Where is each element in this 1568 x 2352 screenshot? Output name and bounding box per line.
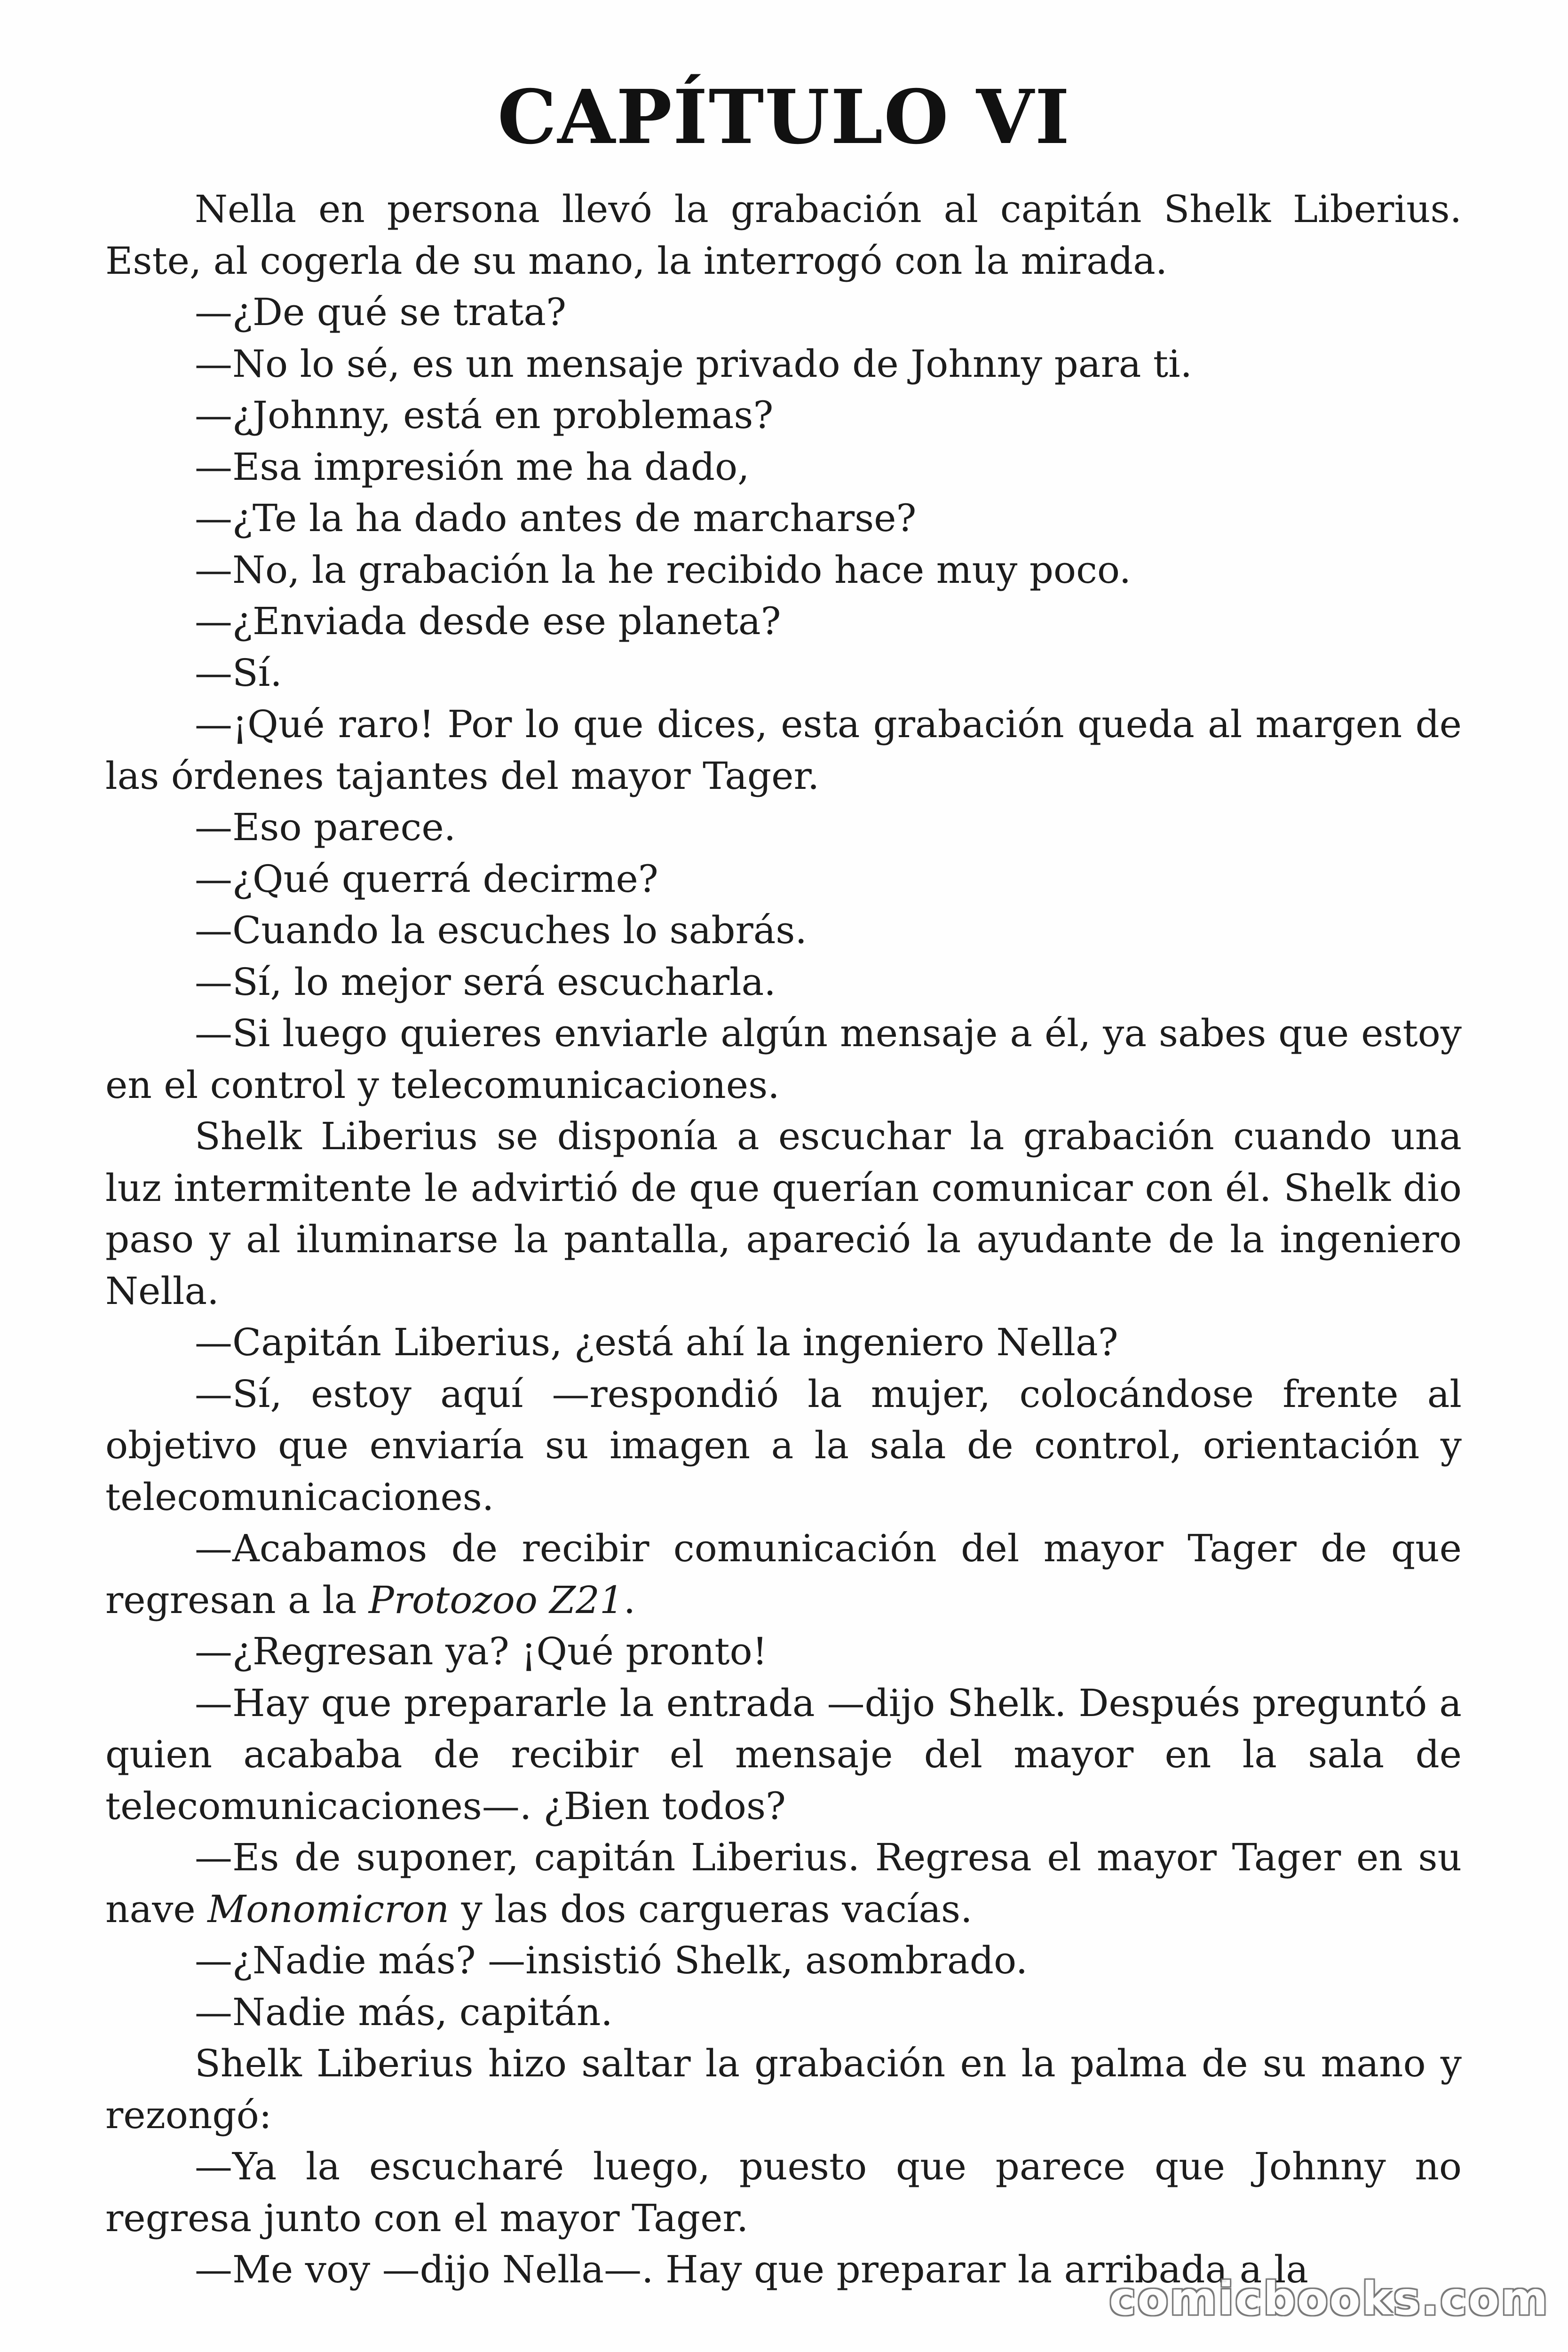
- watermark-logo: comicbooks.com: [1109, 2273, 1549, 2325]
- paragraph: Nella en persona llevó la grabación al capitán Shelk Liberius. Este, al cogerla de su mano, la interrogó con la mirada.: [105, 187, 1462, 283]
- paragraph: —Si luego quieres enviarle algún mensaje a él, ya sabes que estoy en el control y telecomunicaciones.: [105, 1011, 1462, 1107]
- paragraph-text: .: [623, 1578, 636, 1622]
- paragraph: —Capitán Liberius, ¿está ahí la ingeniero Nella?: [195, 1320, 1118, 1364]
- paragraph: —¿Regresan ya? ¡Qué pronto!: [195, 1629, 768, 1673]
- paragraph: Shelk Liberius hizo saltar la grabación en la palma de su mano y rezongó:: [105, 2042, 1462, 2137]
- paragraph: —¿De qué se trata?: [195, 290, 566, 334]
- paragraph: [105, 1523, 1462, 1626]
- paragraph: —¿Qué querrá decirme?: [195, 857, 658, 901]
- ship-name-italic: Protozoo Z21: [368, 1578, 624, 1622]
- paragraph-text: —Es de suponer, capitán Liberius. Regresa el mayor Tager en su nave: [105, 1836, 1462, 1931]
- paragraph: —Esa impresión me ha dado,: [195, 445, 750, 489]
- paragraph: Shelk Liberius se disponía a escuchar la grabación cuando una luz intermitente le advirtió de que querían comunicar con él. Shelk dio paso y al iluminarse la pantalla, apareció la ayudante de la ingeniero Nella.: [105, 1114, 1462, 1313]
- paragraph: —Ya la escucharé luego, puesto que parece que Johnny no regresa junto con el mayor Tager.: [105, 2145, 1462, 2240]
- paragraph: —Me voy —dijo Nella—. Hay que preparar la arribada a la: [195, 2248, 1308, 2291]
- chapter-body: [105, 183, 1462, 2296]
- paragraph: —¡Qué raro! Por lo que dices, esta grabación queda al margen de las órdenes tajantes del mayor Tager.: [105, 702, 1462, 798]
- paragraph: —Sí, estoy aquí —respondió la mujer, colocándose frente al objetivo que enviaría su imagen a la sala de control, orientación y telecomunicaciones.: [105, 1372, 1462, 1519]
- paragraph: —No, la grabación la he recibido hace muy poco.: [195, 548, 1132, 592]
- paragraph-text: —Acabamos de recibir comunicación del mayor Tager de que regresan a la: [105, 1526, 1462, 1622]
- paragraph: —¿Te la ha dado antes de marcharse?: [195, 496, 917, 540]
- paragraph: —Sí, lo mejor será escucharla.: [195, 960, 776, 1004]
- paragraph: —¿Enviada desde ese planeta?: [195, 599, 781, 643]
- paragraph: —Eso parece.: [195, 805, 456, 849]
- paragraph: —¿Nadie más? —insistió Shelk, asombrado.: [195, 1939, 1028, 1982]
- paragraph: —No lo sé, es un mensaje privado de Johnny para ti.: [195, 342, 1192, 386]
- paragraph: —Cuando la escuches lo sabrás.: [195, 908, 807, 952]
- ship-name-italic: Monomicron: [207, 1887, 450, 1931]
- chapter-title: CAPÍTULO VI: [497, 74, 1071, 161]
- paragraph: [105, 1832, 1462, 1935]
- paragraph: —¿Johnny, está en problemas?: [195, 393, 774, 437]
- paragraph: —Hay que prepararle la entrada —dijo Shelk. Después preguntó a quien acababa de recibir el mensaje del mayor en la sala de telecomunicaciones—. ¿Bien todos?: [105, 1681, 1462, 1828]
- paragraph-text: y las dos cargueras vacías.: [449, 1887, 973, 1931]
- paragraph: —Nadie más, capitán.: [195, 1990, 613, 2034]
- paragraph: —Sí.: [195, 651, 282, 695]
